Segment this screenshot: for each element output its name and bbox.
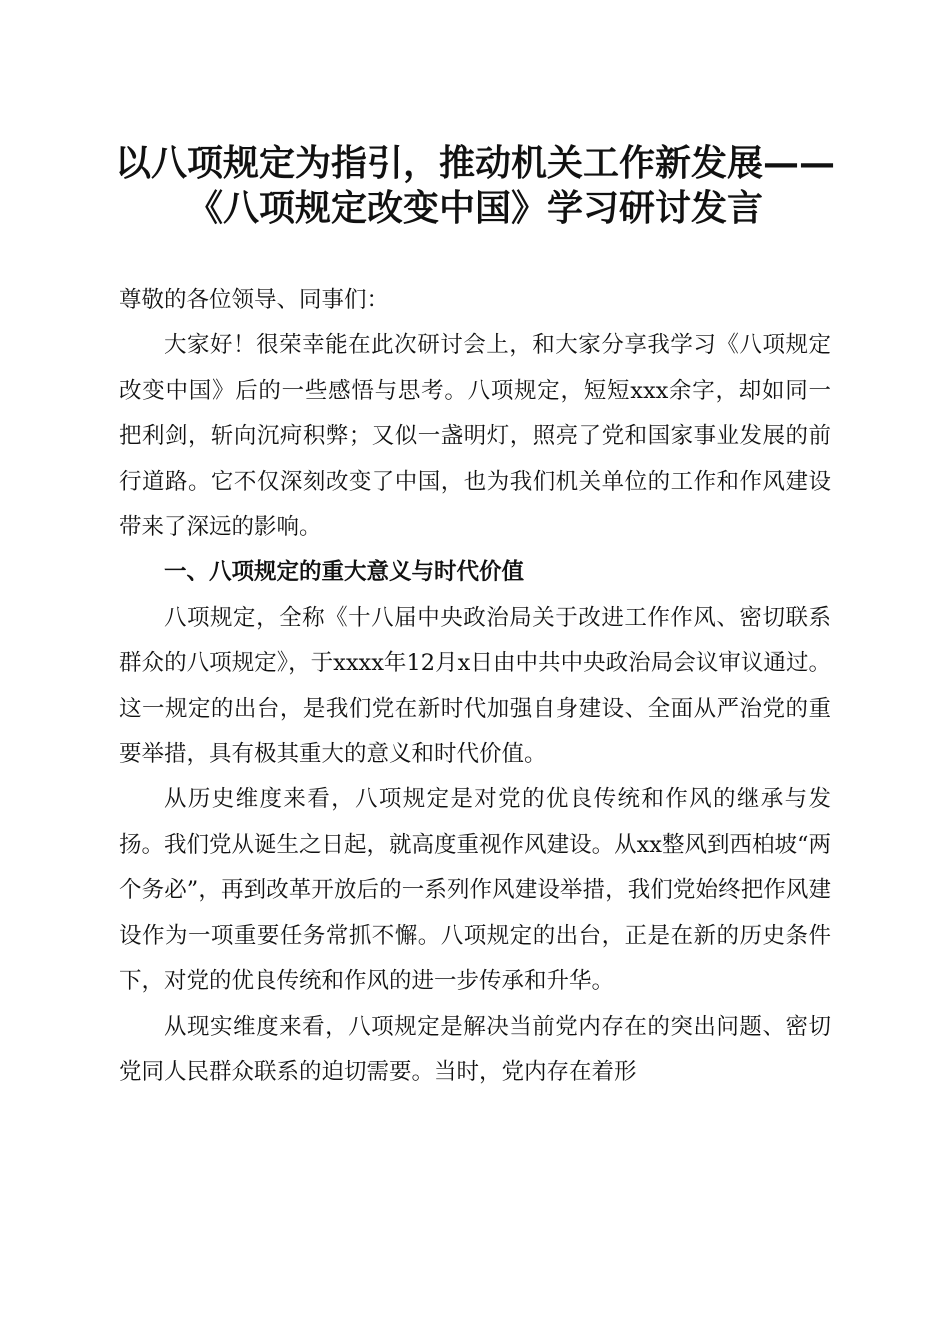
paragraph-definition: 八项规定，全称《十八届中央政治局关于改进工作作风、密切联系群众的八项规定》，于xxxx年12月x日由中共中央政治局会议审议通过。这一规定的出台，是我们党在新时代加强自身建设、全面从严治党的重要举措，具有极其重大的意义和时代价值。 xyxy=(119,604,831,768)
paragraph-history: 从历史维度来看，八项规定是对党的优良传统和作风的继承与发扬。我们党从诞生之日起，就高度重视作风建设。从xx整风到西柏坡“两个务必”，再到改革开放后的一系列作风建设举措，我们党始终把作风建设作为一项重要任务常抓不懈。八项规定的出台，正是在新的历史条件下，对党的优良传统和作风的进一步传承和升华。 xyxy=(119,786,831,995)
document-body xyxy=(119,278,831,1095)
paragraph-reality: 从现实维度来看，八项规定是解决当前党内存在的突出问题、密切党同人民群众联系的迫切需要。当时，党内存在着形 xyxy=(119,1013,831,1085)
document-title-line-2: 《八项规定改变中国》学习研讨发言 xyxy=(186,187,763,229)
paragraph-intro: 大家好！很荣幸能在此次研讨会上，和大家分享我学习《八项规定改变中国》后的一些感悟与思考。八项规定，短短xxx余字，却如同一把利剑，斩向沉疴积弊；又似一盏明灯，照亮了党和国家事业发展的前行道路。它不仅深刻改变了中国，也为我们机关单位的工作和作风建设带来了深远的影响。 xyxy=(119,332,831,541)
document-title-line-1: 以八项规定为指引，推动机关工作新发展—— xyxy=(114,142,835,184)
section-heading-1: 一、八项规定的重大意义与时代价值 xyxy=(164,559,525,586)
salutation: 尊敬的各位领导、同事们： xyxy=(119,287,390,313)
